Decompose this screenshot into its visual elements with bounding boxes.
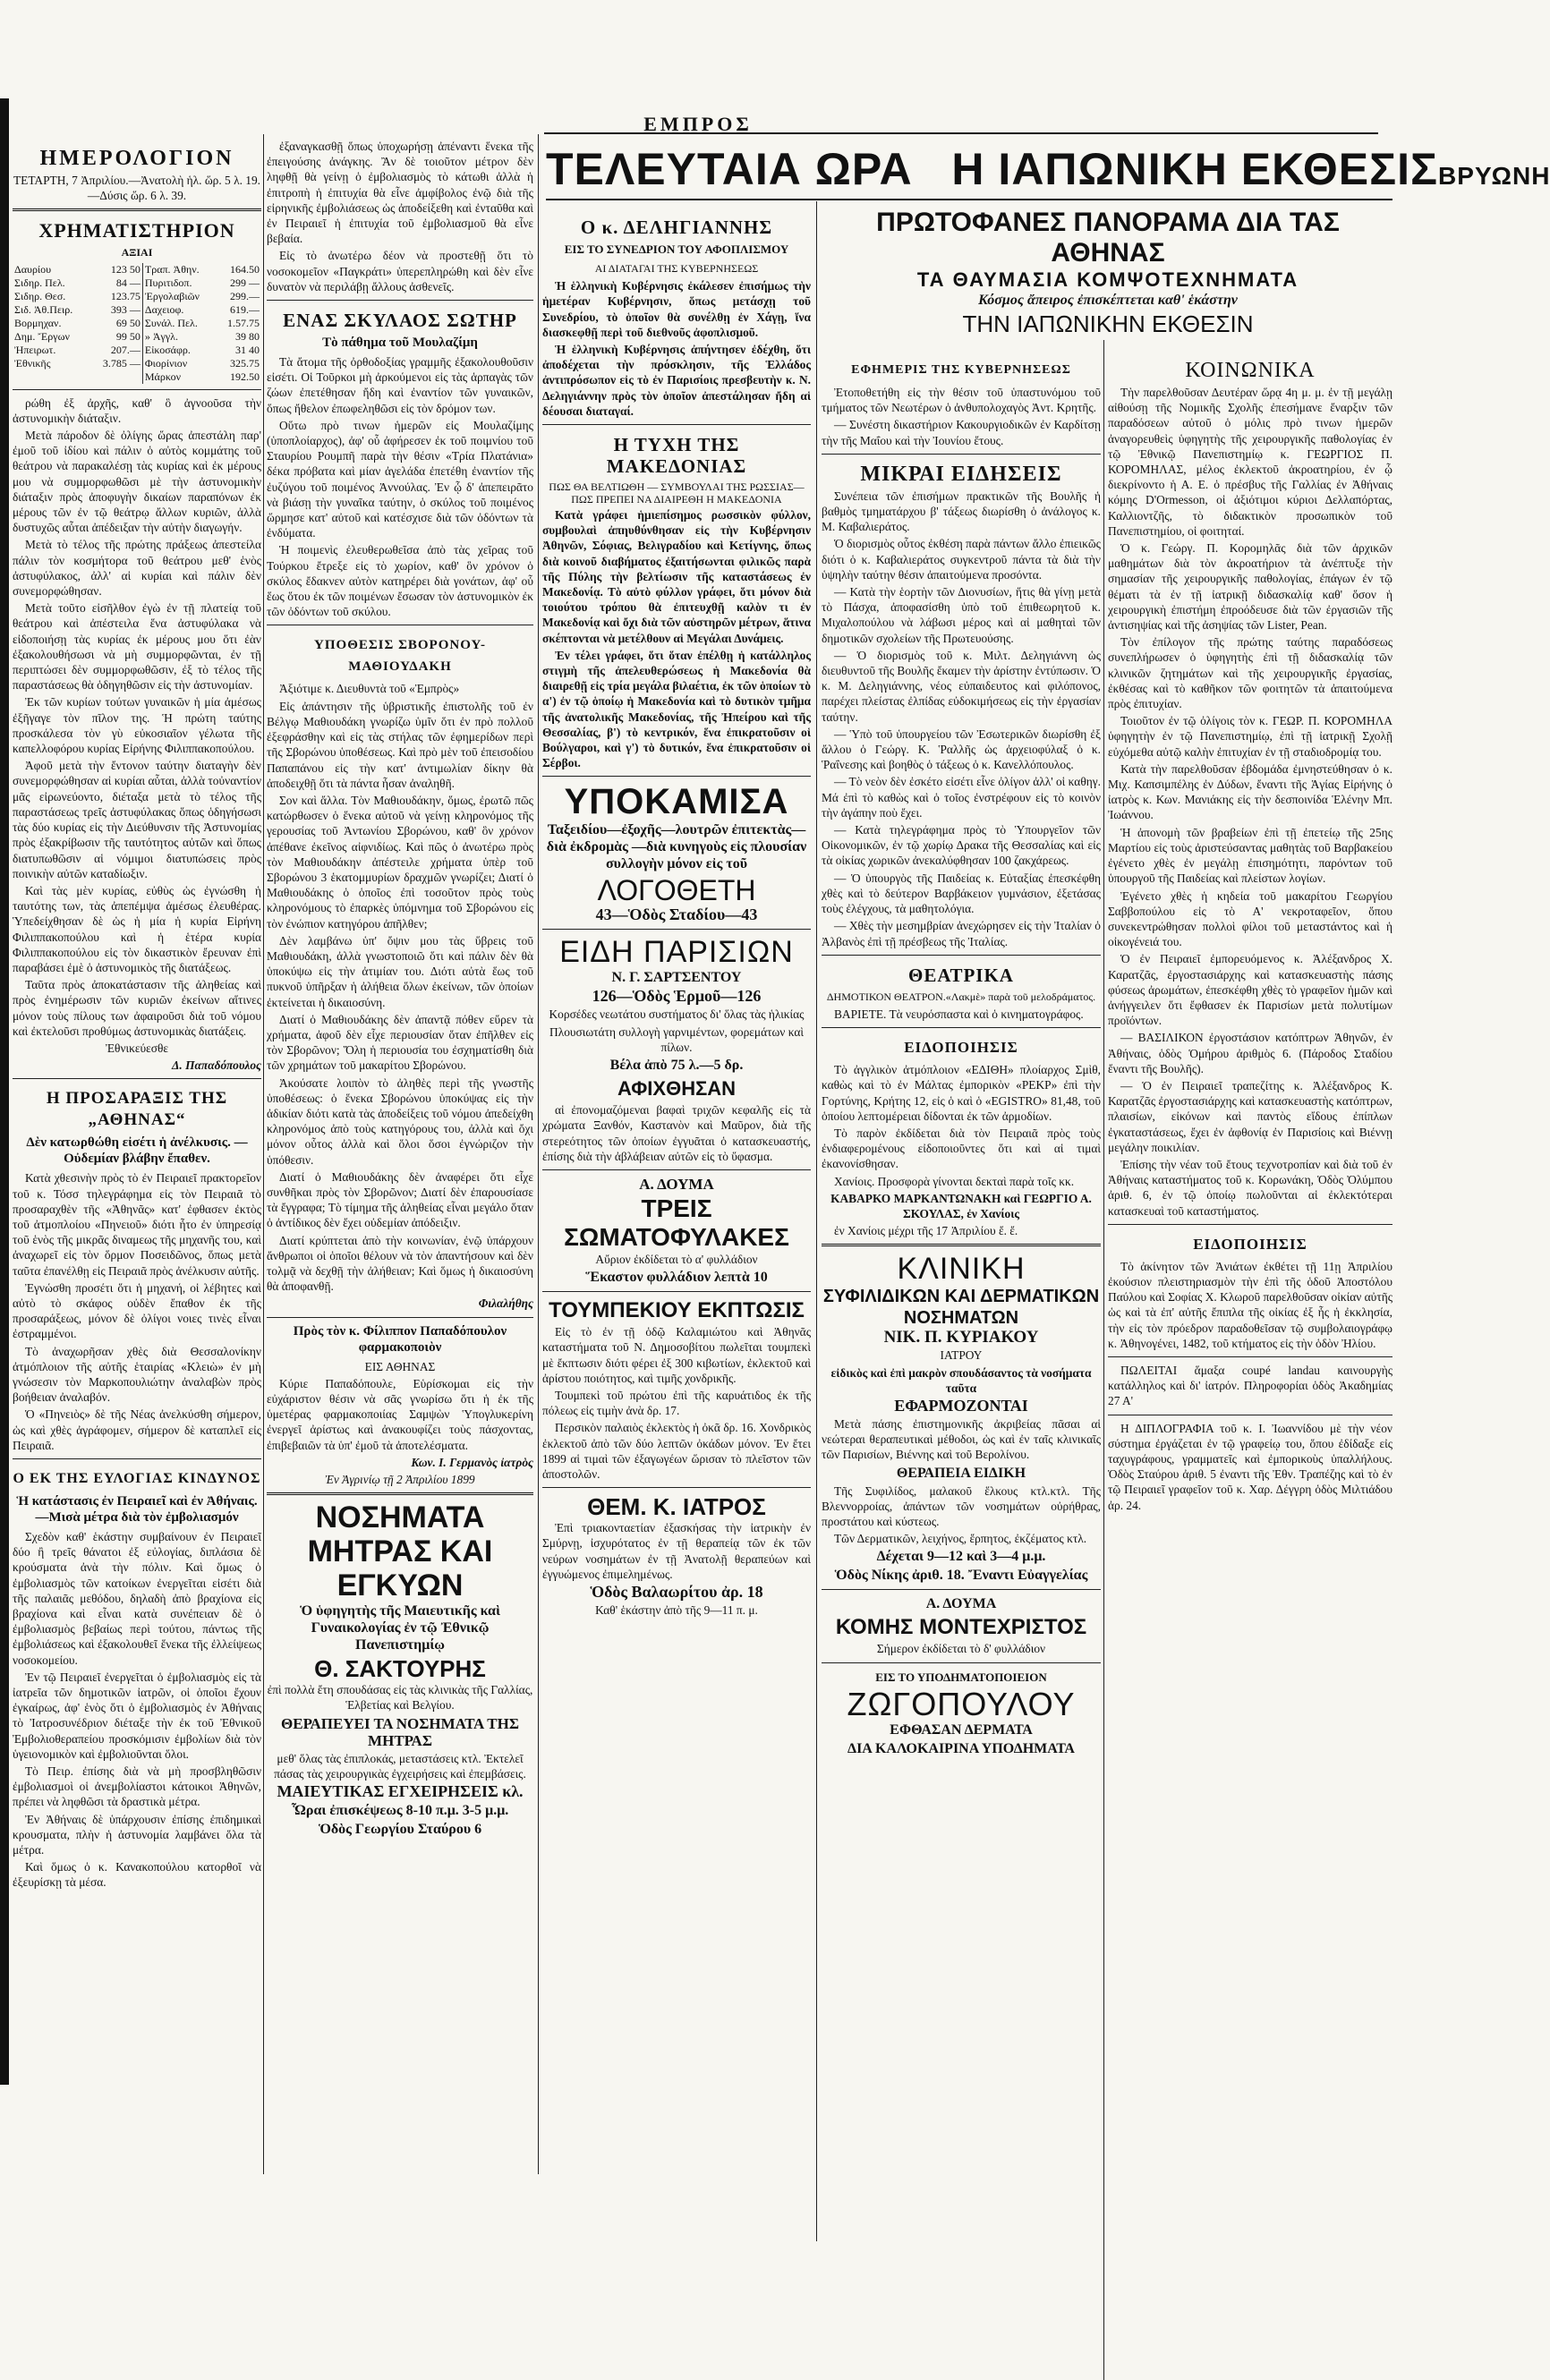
- paragraph: Ταῦτα πρὸς ἀποκατάστασιν τῆς ἀληθείας καὶ πρὸς ἐνημέρωσιν τῶν κυριῶν ἐκείνων αἵτινες μόνον τοὺς πίλους των ἀφαιροῦσι διὰ τοῦ νόμου καὶ ἐκτελοῦσι προθύμως ἀστυνομικὰς διατάξεις.: [13, 978, 261, 1038]
- ad-title: ΙΑΤΡΟΥ: [940, 1348, 983, 1363]
- stock-name: Τραπ. Ἀθην.: [144, 262, 200, 276]
- rule: [267, 1492, 533, 1495]
- section-heading: ΜΙΚΡΑΙ ΕΙΔΗΣΕΙΣ: [860, 462, 1062, 486]
- paragraph: Τὸ παρὸν ἐκδίδεται διὰ τὸν Πειραιᾶ πρὸς τοὺς ἐνδιαφερομένους εἰδοποιοῦντες ὅτι καὶ αἱ τιμαὶ ἐκανονίσθησαν.: [822, 1126, 1101, 1171]
- ad-heading: ΘΕΡΑΠΕΥΕΙ ΤΑ ΝΟΣΗΜΑΤΑ ΤΗΣ ΜΗΤΡΑΣ: [281, 1714, 519, 1749]
- stock-name: Σιδηρ. Θεσ.: [14, 289, 66, 302]
- ad-big-heading: ΚΟΜΗΣ ΜΟΝΤΕΧΡΙΣΤΟΣ: [835, 1615, 1087, 1640]
- rule: [267, 1317, 533, 1318]
- paragraph: Ἡ ἑλληνικὴ Κυβέρνησις ἀπήντησεν ἐδέχθη, ὅτι ἀποδέχεται τὴν πρόσκλησιν, τῆς Ἑλλάδος ἀντιπρόσωπον εἰς τὸ ἐν Παρισίοις πρεσβευτὴν κ. Ν. Δεληγιάννην πρὸς τὸν ὁποῖον ἀπεστάλησαν ἤδη αἱ δέουσαι διαταγαί.: [542, 343, 811, 418]
- stock-row: [13, 276, 261, 290]
- ad-text: Μετὰ πάσης ἐπιστημονικῆς ἀκριβείας πᾶσαι αἱ νεώτεραι θεραπευτικαὶ μέθοδοι, ὡς καὶ ἐν ταῖς κλινικαῖς τῶν Παρισίων, Βιέννης καὶ τοῦ Βερολίνου.: [822, 1416, 1101, 1462]
- ad-big-heading: ΝΟΣΗΜΑΤΑ ΜΗΤΡΑΣ ΚΑΙ ΕΓΚΥΩΝ: [307, 1500, 493, 1603]
- stock-price: 39 80: [235, 329, 260, 343]
- stock-row: [13, 344, 261, 357]
- ad-name: Α. ΔΟΥΜΑ: [639, 1175, 714, 1193]
- section-heading: ΕΝΑΣ ΣΚΥΛΑΟΣ ΣΩΤΗΡ: [283, 310, 517, 332]
- paragraph: Ὁ κ. Γεώργ. Π. Κορομηλᾶς διὰ τῶν ἀρχικῶν μαθημάτων διὰ τὸν ἀκροατήριον τὰ ἀνέπτυξε τὴν σημασίαν τῆς χειρουργικῆς παθολογίας, ἐπάγων ἐν τῷ θέματι τὰ ἐν τῇ ἰατρικῇ διδασκαλίᾳ καθ' ὅσον ἡ χειρουργικὴ ἐπιστήμη ἐπροόδευσε διὰ τῶν ἐργασιῶν τῆς ἀντισηψίας καὶ τῆς ἀσηψίας τῶν Lister, Pean.: [1108, 541, 1392, 633]
- stock-price: 99 50: [90, 330, 142, 344]
- section-heading: ΕΙΔΟΠΟΙΗΣΙΣ: [1193, 1235, 1307, 1253]
- ad-text: Ταξειδίου—ἐξοχῆς—λουτρῶν ἐπιτεκτὰς—διὰ ἐκδρομὰς —διὰ κυνηγοὺς εἰς πλουσίαν συλλογὴν μόνον εἰς τοῦ: [546, 822, 807, 872]
- stock-name: Δημ. Ἔργων: [14, 329, 70, 343]
- paragraph: ΠΩΛΕΙΤΑΙ ἅμαξα coupé landau καινουργὴς κατάλληλος καὶ δι' ἰατρόν. Πληροφορίαι ὁδὸς Ἀκαδημίας 27 Α': [1108, 1363, 1392, 1408]
- ad-price: Ἕκαστον φυλλάδιον λεπτὰ 10: [585, 1270, 768, 1286]
- stock-name: Ἠπειρωτ.: [14, 343, 56, 356]
- ad-text: Πλουσιωτάτη συλλογὴ γαρνιμέντων, φορεμάτων καὶ πίλων.: [549, 1024, 804, 1054]
- stock-row: [13, 357, 261, 370]
- rule: [13, 1078, 261, 1079]
- rule: [542, 1169, 811, 1170]
- paragraph: — Κατὰ τηλεγράφημα πρὸς τὸ Ὑπουργεῖον τῶν Οἰκονομικῶν, ἐν τῷ χωρίῳ Δρακα τῆς Θεσσαλίας καὶ εἰς τὰ οἰκίας χωρικῶν ἀνεκαλύφθησαν 100 ζακχάρεως.: [822, 823, 1101, 868]
- ad-address: Ὁδὸς Γεωργίου Σταύρου 6: [318, 1822, 482, 1838]
- header-rule: [544, 132, 1378, 134]
- ad-text: Εἰς τὸ ἐν τῇ ὁδῷ Καλαμιώτου καὶ Ἀθηνᾶς καταστήματα τοῦ Ν. Δημοσοβίτου πωλεῖται τουμπεκὶ μὲ ἔκπτωσιν διότι φέρει ἐξ 300 κιβωτίων, ἐκλεκτοῦ καὶ ἀρίστου ποιότητος, καὶ τιμῆς χονδρικῆς.: [542, 1325, 811, 1385]
- paragraph: Σχεδὸν καθ' ἑκάστην συμβαίνουν ἐν Πειραιεῖ δύο ἢ τρεῖς θάνατοι ἐξ εὐλογίας, διπλάσια δὲ κρούσματα ἀνὰ τὴν πόλιν. Καὶ ὅμως ὁ ἐμβολιασμὸς τῶν κατοίκων ἐνεργεῖται εἰσέτι διὰ τῆς παλαιᾶς μεθόδου, δηλαδὴ ἀπὸ βραχίονα εἰς βραχίονα καὶ εἶναι κατὰ συνέπειαν δὲ ὁ ἐμβολιασμὸς βεβαίως περὶ τούτου, πάντως τῆς ἐμβολιάσεως καὶ ἐξακολουθεῖ ἕνεκα τῆς ἐλλείψεως νοσοκομείου.: [13, 1530, 261, 1667]
- stock-price: 325.75: [230, 356, 260, 370]
- paragraph: Τὸ ἀγγλικὸν ἀτμόπλοιον «ΕΔΙΘΗ» πλοίαρχος Σμὶθ, καθὼς καὶ τὸ ἐν Μάλτας ἐμπορικὸν «ΡΕΚΡ» ἐπὶ τὴν Γορτύνης, Κρήτης 12, εἰς ὁ καὶ ὁ «EGISTRO» 81,48, τοῦ ὁποίου λεπτομέρειαι δίδονται ἐκ τῶν ἀρμοδίων.: [822, 1063, 1101, 1123]
- ad-text: Σήμερον ἐκδίδεται τὸ δ' φυλλάδιον: [876, 1642, 1046, 1656]
- ad-big-heading: ΚΛΙΝΙΚΗ: [897, 1252, 1026, 1287]
- ad-text: Κόσμος ἄπειρος ἐπισκέπτεται καθ' ἑκάστην: [978, 293, 1238, 308]
- paragraph: ΒΑΡΙΕΤΕ. Τὰ νευρόσπαστα καὶ ὁ κινηματογράφος.: [834, 1007, 1084, 1021]
- exchange-subtitle: ΑΞΙΑΙ: [121, 246, 153, 259]
- paragraph: Ἀξιότιμε κ. Διευθυντὰ τοῦ «Ἐμπρὸς»: [279, 682, 460, 696]
- paragraph: Διατί ὁ Μαθιουδάκης δὲν ἀναφέρει ὅτι εἶχε συνθῆκαι πρὸς τὸν Σβορῶνον; Διατί δὲν ἐπαρουσίασε τὰ ἔγγραφα; Τὸ τίμημα τῆς ἀληθείας εἶναι μεγάλο ὅταν ὁ ἀντίδικος δὲν ἔχει οὐδεμίαν ἀπόδειξιν.: [267, 1169, 533, 1230]
- stock-name: Συνάλ. Πελ.: [144, 316, 198, 329]
- ad-big-heading: ΤΡΕΙΣ ΣΩΜΑΤΟΦΥΛΑΚΕΣ: [564, 1194, 789, 1251]
- column-1: [13, 139, 261, 2174]
- paragraph: Μετὰ τοῦτο εἰσῆλθον ἐγὼ ἐν τῇ πλατείᾳ τοῦ θεάτρου καὶ ἀπέστειλα ἕνα ἀστυφύλακα νὰ εἰδοποιήσῃ τὰς κυρίας ἐκ μέρους μου ὅτι ἐὰν ἐξακολουθήσωσι νὰ μὴ συμμορφῶνται, ἐν τῇ περιπτώσει δὲν συμμορφωθῶσιν, ἐξ τὸ τέλος τῆς παραστάσεως θὰ ὁδηγηθῶσιν εἰς τὴν ἀστυνομίαν.: [13, 601, 261, 693]
- banner-left: ΤΕΛΕΥΤΑΙΑ ΩΡΑ: [546, 144, 913, 194]
- stock-price: 299.—: [230, 289, 260, 302]
- ad-text: εἰδικὸς καὶ ἐπὶ μακρὸν σπουδάσαντος τὰ νοσήματα ταῦτα: [830, 1365, 1092, 1395]
- section-subheading: Ἡ κατάστασις ἐν Πειραιεῖ καὶ ἐν Ἀθήναις.—Μισὰ μέτρα διὰ τὸν ἐμβολιασμόν: [16, 1494, 258, 1525]
- rule: [542, 776, 811, 777]
- ad-text: Αὔριον ἐκδίδεται τὸ α' φυλλάδιον: [595, 1252, 758, 1266]
- stock-row: [13, 303, 261, 317]
- stock-price: 1.57.75: [227, 316, 260, 329]
- column-divider: [816, 201, 817, 2241]
- paragraph: Ἡ ἀπονομὴ τῶν βραβείων ἐπὶ τῇ ἐπετείῳ τῆς 25ης Μαρτίου εἰς τοὺς ἀριστεύσαντας μαθητὰς τοῦ Βαρβακείου ἐγένετο χθὲς ἐν μεγάλῃ ἐπισημότητι, παρόντων τοῦ ὑπουργοῦ τῆς Παιδείας καὶ πλείστων λογίων.: [1108, 825, 1392, 886]
- stock-name: Βορμηχαν.: [14, 316, 62, 329]
- column-divider: [538, 134, 539, 2174]
- paragraph: — ΒΑΣΙΛΙΚΟΝ ἐργοστάσιον κατόπτρων Ἀθηνῶν, ἐν Ἀθήναις, ὁδὸς Ὁμήρου ἀριθμὸς 6. (Πάροδος Σταδίου ἔναντι τῆς Βουλῆς).: [1108, 1031, 1392, 1075]
- stock-name: Πυριτιδοπ.: [144, 276, 192, 289]
- ad-name: Θ. ΣΑΚΤΟΥΡΗΣ: [314, 1655, 486, 1683]
- column-3: [542, 208, 811, 2174]
- stock-price: [90, 370, 142, 384]
- stock-row: [13, 290, 261, 303]
- ad-price: Βέλα ἀπὸ 75 λ.—5 δρ.: [609, 1058, 744, 1074]
- paragraph: ρώθη ἐξ ἀρχῆς, καθ' ὃ ἀγνοοῦσα τὴν ἀστυνομικὴν διάταξιν.: [13, 395, 261, 425]
- paragraph: ἐν Χανίοις μέχρι τῆς 17 Ἀπριλίου ἔ. ἔ.: [834, 1224, 1018, 1238]
- paragraph: Ἐγένετο χθὲς ἡ κηδεία τοῦ μακαρίτου Γεωργίου Σαββοπούλου εἰς τὸ Α' νεκροταφεῖον, ὅπου συνεκεντρώθησαν πολλοὶ φίλοι τοῦ μεταστάντος καὶ ἡ οἰκογένειά του.: [1108, 888, 1392, 949]
- column-divider: [263, 134, 264, 2174]
- stock-price: 123.75: [90, 290, 142, 303]
- stock-row: [13, 330, 261, 344]
- section-subheading: Τὸ πάθημα τοῦ Μουλαζίμη: [322, 336, 478, 351]
- stock-price: 619.—: [230, 302, 260, 316]
- paragraph: Η ΔΙΠΛΟΓΡΑΦΙΑ τοῦ κ. Ι. Ἰωαννίδου μὲ τὴν νέον σύστημα ἐργάζεται ἐν τῷ γραφείῳ του, ὅπου ἐδίδαξε εἰς ταχυγράφους, γραμματεῖς καὶ ἐμπορικοὺς ὑπαλλήλους. Ὁδὸς Σταύρου ἀριθ. 5 ἐναντι τῆς Ἐθν. Τραπέζης καὶ τὸ ἐν τῷ Πειραιεῖ γραφεῖον τοῦ κ. Χαρ. Δέγγρη ὁδὸς Μιλτιάδου ἀρ. 24.: [1108, 1421, 1392, 1512]
- stock-row: [13, 263, 261, 276]
- ad-hours: Καθ' ἑκάστην ἀπὸ τῆς 9—11 π. μ.: [595, 1602, 758, 1617]
- paragraph: Εἰς τὸ ἀνωτέρω δέον νὰ προστεθῇ ὅτι τὸ νοσοκομεῖον «Παγκράτι» ὑπερεπληρώθη καὶ δὲν εἶνε δυνατὸν νὰ περιλάβῃ ἄλλους ἀσθενεῖς.: [267, 249, 533, 293]
- section-heading: ΥΠΟΘΕΣΙΣ ΣΒΟΡΟΝΟΥ-ΜΑΘΙΟΥΔΑΚΗ: [314, 638, 486, 675]
- rule: [822, 1244, 1101, 1246]
- stock-name: Εἰκοσάφρ.: [144, 343, 191, 356]
- paragraph: Τὴν παρελθοῦσαν Δευτέραν ὥρᾳ 4η μ. μ. ἐν τῇ μεγάλῃ αἰθούσῃ τῆς Νομικῆς Σχολῆς ἐπεσήμανε ἔναρξιν τῶν παραδόσεων αὐτοῦ ὁ μόλις πρὸ τινων ἡμερῶν ἀναγορευθεὶς ὑφηγητὴς τῆς χειρουργικῆς παθολογίας ἐν τῷ Ἐθνικῷ Πανεπιστημίῳ κ. ΓΕΩΡΓΙΟΣ Π. ΚΟΡΟΜΗΛΑΣ, μέλος ἐκλεκτοῦ ἀκροατηρίου, ἐν ᾧ διεκρίνοντο ἡ Α. Ε. ὁ πρέσβυς τῆς Γαλλίας ἐν Ἀθήναις κόμης D'Ormesson, οἱ ἀξιότιμοι κύριοι Δελλαπόρτας, Καλλιοντζῆς, τὸ διδακτικὸν προσωπικὸν τοῦ Πανεπιστημίου, οἱ φοιτηταί.: [1108, 386, 1392, 538]
- stock-name: Μάρκον: [144, 370, 182, 383]
- paragraph: Μετὰ τὸ τέλος τῆς πρώτης πράξεως ἀπεστείλα πάλιν τὸν κοσμήτορα τοῦ θεάτρου μεθ' ἑνὸς ἀστυφύλακος, ἀλλ' αἱ κυρίαι καὶ πάλιν δὲν συνεμορφώθησαν.: [13, 538, 261, 599]
- stock-name: Σιδηρ. Πελ.: [14, 276, 65, 289]
- ad-address: 43—Ὁδὸς Σταδίου—43: [595, 905, 758, 924]
- stock-name: Ἐθνικῆς: [14, 356, 51, 370]
- paragraph: Ὁ διορισμὸς οὗτος ἐκθέση παρὰ πάντων ἄλλο ἐπιεικῶς διότι ὁ κ. Καβαλιεράτος συγκεντροῦ πάντα τὰ διὰ τὴν ὑψηλὴν ταύτην θέσιν ἀπαιτούμενα προσόντα.: [822, 537, 1101, 582]
- ad-heading: ΕΦΑΡΜΟΖΟΝΤΑΙ: [894, 1396, 1028, 1415]
- paragraph: Τὸ ἀναχωρῆσαν χθὲς διὰ Θεσσαλονίκην ἀτμόπλοιον τῆς αὐτῆς ἑταιρίας «Κλειὼ» ἐν μὴ γνώσεσιν τὸν Μαρκοπουλιώτην ἀναλαβὼν πρὸς βοήθειαν ἀναλαβόν.: [13, 1344, 261, 1405]
- stock-price: 3.785 —: [90, 357, 142, 370]
- ad-heading: ΜΑΙΕΥΤΙΚΑΣ ΕΓΧΕΙΡΗΣΕΙΣ κλ.: [277, 1782, 524, 1801]
- paragraph: Τὸ Πειρ. ἐπίσης διὰ νὰ μὴ προσβληθῶσιν ἐμβολιασμοὶ οἱ ἀνεμβολίαστοι κάτοικοι Ἀθηνῶν, πρέπει νὰ ληφθῶσι τὰ δραστικὰ μέτρα.: [13, 1764, 261, 1809]
- rule: [822, 1662, 1101, 1663]
- paragraph: Εἰς ἀπάντησιν τῆς ὑβριστικῆς ἐπιστολῆς τοῦ ἐν Βέλγῳ Μαθιουδάκη γνωρίζω ὑμῖν ὅτι ἐν πρὸ πολλοῦ ἐξεφράσθην καὶ εἰς τὰς στήλας τῶν ἐφημερίδων περὶ τῆς Σβορώνου ὑποθέσεως. Καὶ πρὸ μὲν τοῦ ἐπεισοδίου Παπαπάνου εἰς τὴν κατ' ἀντιμωλίαν δίκην θὰ ἀποδειχθῇ ὅτι τὰ πάντα ἦσαν ἀναληθῆ.: [267, 699, 533, 790]
- section-heading: ΕΙΔΟΠΟΙΗΣΙΣ: [904, 1039, 1018, 1057]
- paragraph: Ἐπίσης τὴν νέαν τοῦ ἔτους τεχνοτροπίαν καὶ διὰ τοῦ ἐν Ἀθήναις καταστήματος τοῦ κ. Κορωνάκη, Ὁδὸς Ὀλύμπου ἀριθ. 6, ἐν τῷ ὁποίῳ πωλοῦνται αἱ ἐκλεκτότεραι κατασκευαὶ τοῦ καταστήματος.: [1108, 1157, 1392, 1218]
- calendar-title: ΗΜΕΡΟΛΟΓΙΟΝ: [39, 147, 234, 170]
- paragraph: Διατί κρύπτεται ἀπὸ τὴν κοινωνίαν, ἐνῷ ὑπάρχουν ἄνθρωποι οἱ ὁποῖοι θέλουν νὰ τὸν ἀπαντήσουν καὶ δὲν τολμᾷ νὰ δεχθῇ τὴν ἀλήθειαν; Καὶ ὅμως ἡ δικαιοσύνη θὰ ἀποφανθῇ.: [267, 1233, 533, 1294]
- rule: [1108, 1224, 1392, 1225]
- ad-big-heading: ΥΠΟΚΑΜΙΣΑ: [564, 782, 789, 822]
- stock-price: 123 50: [90, 263, 142, 276]
- stock-name: Δαυρίου: [14, 262, 52, 276]
- masthead: ΕΜΠΡΟΣ: [643, 113, 753, 135]
- ad-date: Ἐν Ἀγρινίῳ τῇ 2 Ἀπριλίου 1899: [325, 1473, 475, 1487]
- paragraph: Κατὰ χθεσινὴν πρὸς τὸ ἐν Πειραιεῖ πρακτορεῖον τοῦ κ. Τόσσ τηλεγράφημα εἰς τὸν Πειραιᾶ τὸ προσαραχθὲν τῆς «Ἀθηνᾶς» κατ' ἐφθασεν ἐκτὸς τοῦ ἀτμοπλοίου «Πηνειοῦ» διότι ἦτο ἐν ὑπηρεσίᾳ τοῦ ἑνὸς τῆς μικρᾶς διναμεως τῆς μηχανῆς του, καὶ ἀναχωρεῖ εἰς τὸν ὅρμον Ποσειδῶνος, ὅπως μετὰ ταῦτα ἐπανέλθῃ εἰς Πειραιᾶ πρὸς ἀνέλκυσιν αὐτῆς.: [13, 1171, 261, 1278]
- ad-hours: Ὧραι ἐπισκέψεως 8-10 π.μ. 3-5 μ.μ.: [291, 1803, 509, 1819]
- paragraph: ἐξαναγκασθῇ ὅπως ὑποχωρήσῃ ἀπέναντι ἕνεκα τῆς ἐπειγούσης ἀνάγκης. Ἂν δὲ τοιοῦτον μέτρον δὲν ληφθῇ θὰ γείνῃ ὁ ἐμβολιασμὸς τὸ κάτωθι ἀλλὰ ἡ ἐπιτροπὴ ἡ ἐπιτυχία θὰ εἶνε ἀμφίβολος ἐνῷ διὰ τῆς εἰρηνικῆς ἐμβολιάσεως ὡς ἀποδείξεθη καὶ ἐνταῦθα καὶ ἐν Πειραιεῖ ἡ ἐπιτυχία τοῦ ἐμβολιασμοῦ θὰ εἶνε βεβαία.: [267, 140, 533, 246]
- column-divider: [1103, 340, 1104, 2380]
- ad-heading: ΘΕΡΑΠΕΙΑ ΕΙΔΙΚΗ: [896, 1465, 1026, 1481]
- stock-price: 84 —: [90, 276, 142, 290]
- ad-address: Ὁδὸς Βαλαωρίτου ἀρ. 18: [590, 1582, 763, 1601]
- stock-name: Ἐργολαβιῶν: [144, 289, 200, 302]
- rule: [822, 955, 1101, 956]
- paragraph: — Ὑπὸ τοῦ ὑπουργείου τῶν Ἐσωτερικῶν διωρίσθη ἐξ ἄλλου ὁ Γεώργ. Κ. Ῥαλλῆς ὡς ἀρχειοφύλαξ ὁ κ. Ῥαΐνεσης καὶ βοηθὸς ὁ τάξεως ὁ κ. Κανελλόπουλος.: [822, 727, 1101, 772]
- banner-headline: [546, 143, 1550, 200]
- stock-row: [13, 370, 261, 384]
- exchange-title: ΧΡΗΜΑΤΙΣΤΗΡΙΟΝ: [38, 219, 235, 242]
- page-edge-shadow: [0, 98, 9, 2085]
- japan-exhibition-ad: [822, 208, 1394, 342]
- paragraph: — Συνέστη δικαστήριον Κακουργιοδικῶν ἐν Καρδίτσῃ τὴν τῆς Μαΐου καὶ τὴν Ἰουνίου ἔτους.: [822, 418, 1101, 447]
- rule: [822, 454, 1101, 455]
- ad-text: ΔΙΑ ΚΑΛΟΚΑΙΡΙΝΑ ΥΠΟΔΗΜΑΤΑ: [847, 1740, 1075, 1756]
- paragraph: Τὸν ἐπίλογον τῆς πρώτης ταύτης παραδόσεως συνεπλήρωσεν ὁ ὑφηγητὴς ἐπὶ τῇ διδασκαλίᾳ τῶν κλινικῶν ζητημάτων καὶ τῆς χειρουργικῆς ἐργασίας, ἐκθέσας καὶ τὸ καθῆκον τῶν φοιτητῶν τὰ ἀπαιτούμενα πρὸς ἐπιτυχίαν.: [1108, 635, 1392, 711]
- ad-text: μεθ' ὅλας τὰς ἐπιπλοκάς, μεταστάσεις κτλ. Ἐκτελεῖ πάσας τὰς χειρουργικὰς ἐγχειρήσεις καὶ ἐπεμβάσεις.: [274, 1751, 526, 1781]
- ad-text: Κύριε Παπαδόπουλε, Εὑρίσκομαι εἰς τὴν εὐχάριστον θέσιν νὰ σᾶς γνωρίσω ὅτι ἡ ἐκ τῆς ὑμετέρας φαρμακοποιίας Σαμψὼν Ὑπογλυκερίνη ἐνεργεῖ ἀρίστως καὶ ἀνακουφίζει τοὺς πάσχοντας, ἐπιβεβαιῶν τὰ ὑπ' ἐμοῦ τὰ ἀποτελέσματα.: [267, 1376, 533, 1452]
- ad-heading: Πρὸς τὸν κ. Φίλιππον Παπαδόπουλον φαρμακοποιὸν: [293, 1323, 507, 1355]
- paragraph: — Ὁ διορισμὸς τοῦ κ. Μιλτ. Δεληγιάννη ὡς διευθυντοῦ τῆς Βουλῆς ἔκαμεν τὴν ἀρίστην ἐντύπωσιν. Ὁ κ. Μ. Δεληγιάννης, νέος εὐπαιδευτος καὶ φιλόπονος, παρέχει πλείστας ἐλπίδας εὐδοκιμήσεως εἰς τὴν ἐργασίαν ταύτην.: [822, 648, 1101, 724]
- paragraph: Ἀκούσατε λοιπὸν τὸ ἀληθὲς περὶ τῆς γνωστῆς ὑποθέσεως: ὁ ἕνεκα Σβορώνου ὑποκύψας εἰς τὴν ἀδικίαν διότι κατὰ τὰς ἀποδείξεις τοῦ νόμου ἀπεδείχθη κληρονόμος ἀπὸ τοὺς κατηγόρους του, ἀλλὰ καὶ ὄχι μόνον οὗτος ἀλλὰ καὶ ὅλοι ὅσοι ἐγνώριζον τὴν ὑπόθεσιν.: [267, 1075, 533, 1167]
- ad-name: ΛΟΓΟΘΕΤΗ: [597, 874, 756, 907]
- signature: Φιλαλήθης: [478, 1296, 533, 1311]
- paragraph: Ἐγνώσθη προσέτι ὅτι ἡ μηχανή, οἱ λέβητες καὶ αὐτὸ τὸ σκάφος οὐδὲν ἔπαθον ἐκ τῆς προσαράξεως, μόνον δὲ ὀλίγοι νοιες τινὲς εἶναι ἐστραμμένοι.: [13, 1280, 261, 1341]
- section-heading: ΚΟΙΝΩΝΙΚΑ: [1185, 359, 1316, 382]
- paragraph: Δὲν λαμβάνω ὑπ' ὄψιν μου τὰς ὕβρεις τοῦ Μαθιουδάκη, ἀλλὰ γνωστοποιῶ ὅτι καὶ πάλιν δὲν θὰ ὑποκύψω εἰς τὴν ἀτιμίαν του. Διότι αὐτὰ ἕως τοῦ πυκνοῦ ὑπῆρξαν ἡ ἀλήθεια ὅλων ἐκείνων, τῶν ὁποίων ἐκτείνεται ἡ δικαιοσύνη.: [267, 933, 533, 1009]
- section-heading: Ο κ. ΔΕΛΗΓΙΑΝΝΗΣ: [580, 217, 773, 238]
- ad-heading: ΤΑ ΘΑΥΜΑΣΙΑ ΚΟΜΨΟΤΕΧΝΗΜΑΤΑ: [916, 268, 1299, 291]
- ad-text: ΕΦΘΑΣΑΝ ΔΕΡΜΑΤΑ: [890, 1721, 1033, 1738]
- stock-price: 164.50: [230, 262, 260, 276]
- paragraph: Μετὰ πάροδον δὲ ὀλίγης ὥρας ἀπεστάλη παρ' ἐμοῦ τοῦ ἰδίου καὶ πάλιν ὁ αὐτὸς κομμάτης τοῦ θεάτρου νὰ παρακαλέσῃ τὰς κυρίας καὶ ἐκ μέρους μου νὰ συμμορφωθῶσι μὲ τὴν ἀστυνομικὴν διάταξιν πρὸς ἀποφυγὴν δικαίων παραπόνων ἐκ μέρους τῶν ἐν τῷ θεάτρῳ ἄλλων κυριῶν, ἀλλὰ δυστυχῶς αὗται ἀπέδειξαν τὴν αὐτὴν διαγωγήν.: [13, 429, 261, 535]
- paragraph: Ἐκ τῶν κυρίων τούτων γυναικῶν ἡ μία ἀμέσως ἐξῆγαγε τὸν πῖλον της. Ἡ πρώτη ταύτης προσκάλεσα τὸν γὺ εὐκοσιαῖον γέλωτα τῆς καπελλοφόρου κυρίας Εἰρήνης Φιλιππακοπούλου.: [13, 695, 261, 756]
- stock-price: 393 —: [90, 303, 142, 317]
- column-5: [1108, 351, 1392, 2174]
- stock-name: Φιορίνιον: [144, 356, 188, 370]
- paragraph: ΚΑΒΑΡΚΟ ΜΑΡΚΑΝΤΩΝΑΚΗ καὶ ΓΕΩΡΓΙΟ Α. ΣΚΟΥΛΑΣ, ἐν Χανίοις: [830, 1191, 1092, 1220]
- ad-name: Ν. Γ. ΣΑΡΤΣΕΝΤΟΥ: [611, 970, 742, 986]
- paragraph: Ἐτοποθετήθη εἰς τὴν θέσιν τοῦ ὑπαστυνόμου τοῦ τμήματος τῶν Νεωτέρων ὁ ἀνθυπολοχαγὸς Ἀντ. Κρητῆς.: [822, 386, 1101, 415]
- section-heading: Ο ΕΚ ΤΗΣ ΕΥΛΟΓΙΑΣ ΚΙΝΔΥΝΟΣ: [13, 1471, 261, 1486]
- paragraph: Ὁ «Πηνειὸς» δὲ τῆς Νέας ἀνελκύσθη σήμερον, ὡς καὶ χθὲς ἀγράφομεν, σήμερον δὲ καταπλεῖ εἰς Πειραιᾶ.: [13, 1407, 261, 1452]
- ad-address: 126—Ὁδὸς Ἑρμοῦ—126: [592, 987, 762, 1006]
- calendar-date: ΤΕΤΑΡΤΗ, 7 Ἀπριλίου.—Ἀνατολὴ ἡλ. ὥρ. 5 λ. 19.—Δύσις ὥρ. 6 λ. 39.: [13, 174, 261, 203]
- ad-name: Α. ΔΟΥΜΑ: [925, 1596, 997, 1612]
- section-subheading: ΠΩΣ ΘΑ ΒΕΛΤΙΩΘΗ — ΣΥΜΒΟΥΛΑΙ ΤΗΣ ΡΩΣΣΙΑΣ—ΠΩΣ ΠΡΕΠΕΙ ΝΑ ΔΙΑΙΡΕΘΗ Η ΜΑΚΕΔΟΝΙΑ: [549, 480, 805, 506]
- ad-big-heading: ΕΙΔΗ ΠΑΡΙΣΙΩΝ: [559, 935, 794, 970]
- stock-name: Δαχειοφ.: [144, 302, 184, 316]
- ad-text: Τῶν Δερματικῶν, λειχήνος, ἕρπητος, ἐκζέματος κτλ.: [834, 1532, 1087, 1546]
- rule: [13, 389, 261, 390]
- paragraph: Σον καὶ ἄλλα. Τὸν Μαθιουδάκην, ὅμως, ἐρωτῶ πῶς κατώρθωσεν ὁ ἕνεκα αὐτοῦ νὰ γείνῃ κληρονόμος τῆς γερουσίας τοῦ Ἀντωνίου Σβορώνου, καθ' ὃν χρόνον ἀπέθανε ἐκεῖνος αἰφνιδίως. Καὶ πῶς ὁ ἀνωτέρω πρὸς τὸν Μαθιουδάκην ἀπέστειλε χρήματα ὑπὲρ τοῦ Σβορώνου 3 ἑκατομμυρίων δραχμῶν γνωρίζει; Διατί ὁ Μαθιουδάκης ὁ ὁποῖος ἐπὶ τοσοῦτον πρὸς τοὺς κληρονόμους τὸ ἐπαρκὲς ὑπόμνημα τοῦ Σβορώνου εἰς τὸν ἐνώπιον κατηγόρου ἀπῆλθεν;: [267, 793, 533, 931]
- stock-price: 192.50: [230, 370, 260, 383]
- rule: [822, 1027, 1101, 1028]
- ad-heading: ΑΦΙΧΘΗΣΑΝ: [617, 1077, 737, 1101]
- paragraph: Τὰ ἄτομα τῆς ὀρθοδοξίας γραμμῆς ἐξακολουθοῦσιν εἰσέτι. Οἱ Τοῦρκοι μὴ ἀρκούμενοι εἰς τὰς ἁρπαγὰς τῶν ζώων ἐπετέθησαν ἤδη καὶ ἐναντίον τῶν γυναικῶν, ὅπως ἤθελον ἐπωφεληθῶσι εἰς τὸν δρόμον των.: [267, 355, 533, 415]
- stock-price: 69 50: [90, 317, 142, 330]
- paragraph: Ἡ ἑλληνικὴ Κυβέρνησις ἐκάλεσεν ἐπισήμως τὴν ἡμετέραν Κυβέρνησιν, ὅπως μετάσχῃ τοῦ Συνεδρίου, τὸ ὁποῖον θὰ συνέλθῃ ἐν Χάγῃ, ἵνα διασκεφθῇ περὶ τοῦ διεθνοῦς ἀφοπλισμοῦ.: [542, 279, 811, 339]
- section-subheading: Δὲν κατωρθώθη εἰσέτι ἡ ἀνέλκυσις. — Οὐδεμίαν βλάβην ἔπαθεν.: [26, 1135, 248, 1167]
- stock-name: [13, 370, 90, 384]
- paragraph: Οὕτω πρὸ τινων ἡμερῶν εἰς Μουλαζίμης (ὑποπλοίαρχος), ἀφ' οὗ ἀφήρεσεν ἐκ τοῦ ποιμνίου τοῦ Σταυρίου Ρουμπῆ παρὰ τὴν θέσιν «Τρία Πλατάνια» δέκα πρόβατα καὶ μίαν ἀγελάδα ἐπετέθη ἐναντίον τῆς ἐυζύγου τοῦ ποιμένος Ἀννούλας. Ἐν ᾧ δ' ἀπεπειρᾶτο νὰ βιάσῃ τὴν γυναῖκα ταύτην, ὁ σκύλος τοῦ ποιμένος ὥρμησε κατ' αὐτοῦ καὶ κατέσχισε διὰ τῶν ὀδόντων τὰ ἐνδύματα.: [267, 418, 533, 540]
- ad-text: αἱ ἐπονομαζόμεναι βαφαὶ τριχῶν κεφαλῆς εἰς τὰ χρώματα Ξανθόν, Καστανὸν καὶ Μαῦρον, διὰ τῆς στερεότητος τῶν ὁποίων ἐγγυᾶται ὁ κατασκευαστής, ἐπίσης διὰ τὴν ἀβλάβειαν αὐτῶν εἰς τὸ ὕφασμα.: [542, 1103, 811, 1163]
- column-2: [267, 139, 533, 2174]
- stock-name: Σιδ. Ἀθ.Πειρ.: [14, 302, 73, 316]
- ad-heading: ΣΥΦΙΛΙΔΙΚΩΝ ΚΑΙ ΔΕΡΜΑΤΙΚΩΝ ΝΟΣΗΜΑΤΩΝ: [822, 1287, 1100, 1329]
- paragraph: Ἐν τῷ Πειραιεῖ ἐνεργεῖται ὁ ἐμβολιασμὸς εἰς τὰ ἰατρεῖα τῶν δημοτικῶν ἰατρῶν, οἱ ὁποῖοι ἔχουν ἐγκαίρως, ἀφ' ἑνὸς ὅτι ὁ ἐμβολιασμὸς ἐν Ἀθήναις τὸ Ἰατροσυνέδριον διέταξε τὴν ἐκ τοῦ Ἐθνικοῦ Ἐμβολιοθεραπείου προσκόμισιν ἐμβολίων διὰ τὸν ὑγειονομικὸν καὶ ἐμβολιοῦνται ὅλοι.: [13, 1670, 261, 1761]
- section-subheading: ΕΙΣ ΤΟ ΣΥΝΕΔΡΙΟΝ ΤΟΥ ΑΦΟΠΛΙΣΜΟΥ: [564, 242, 789, 256]
- section-heading: ΘΕΑΤΡΙΚΑ: [908, 964, 1014, 986]
- paragraph: — Χθὲς τὴν μεσημβρίαν ἀνεχώρησεν εἰς τὴν Ἰταλίαν ὁ Ἀλβανὸς ἐπὶ τῇ πρέσβεως τῆς Ἰταλίας.: [822, 919, 1101, 948]
- ad-text: ἐπὶ πολλὰ ἔτη σπουδάσας εἰς τὰς κλινικὰς τῆς Γαλλίας, Ἑλβετίας καὶ Βελγίου.: [267, 1683, 533, 1713]
- section-heading: Η ΤΥΧΗ ΤΗΣ ΜΑΚΕΔΟΝΙΑΣ: [606, 434, 747, 478]
- paragraph: — Ὁ ὑπουργὸς τῆς Παιδείας κ. Εὐταξίας ἐπεσκέφθη χθὲς καὶ τὸ δεύτερον Βαρβάκειον γυμνάσιον, ἐξετάσας τοὺς ἐλέγχους, τὰ μαθητολόγια.: [822, 871, 1101, 916]
- paragraph: Ἐν Ἀθήναις δὲ ὑπάρχουσιν ἐπίσης ἐπιδημικαὶ κρουσματα, πλὴν ἡ ἀστυνομία λαμβάνει ὅλα τὰ μέτρα.: [13, 1812, 261, 1857]
- paragraph: Καὶ τὰς μὲν κυρίας, εὐθὺς ὡς ἐγνώσθη ἡ ταυτότης των, τὰς ἀπεπέμψα ἀμέσως ἐλευθέρας. Ὑπεδείχθησαν δὲ ὡς ἡ μία ἡ κυρία Εἰρήνη Φιλιππακοπούλου καὶ ἡ ἑτέρα κυρία Φιλιππακοπούλου εἰς τὸν δικαστικὸν ἔρευναν ἐπὶ παραβάσει ἐμὲ ὁ ἀστυνομικὸς τῆς διατάξεως.: [13, 883, 261, 974]
- rule: [13, 1458, 261, 1459]
- signature: Κων. Ι. Γερμανὸς ἰατρὸς: [411, 1455, 533, 1469]
- ad-text: Κορσέδες νεωτάτου συστήματος δι' ὅλας τὰς ἡλικίας: [549, 1007, 805, 1022]
- ad-text: Τουμπεκὶ τοῦ πρώτου ἐπὶ τῆς καρυάτιδος ἐκ τῆς πόλεως εἰς τιμὴν ἀνὰ δρ. 17.: [542, 1388, 811, 1418]
- stock-price: 299 —: [230, 276, 260, 289]
- section-subheading: ΑΙ ΔΙΑΤΑΓΑΙ ΤΗΣ ΚΥΒΕΡΝΗΣΕΩΣ: [594, 262, 759, 275]
- rule: [542, 424, 811, 425]
- section-heading: ΕΦΗΜΕΡΙΣ ΤΗΣ ΚΥΒΕΡΝΗΣΕΩΣ: [851, 363, 1071, 377]
- paragraph: Τὸ ἀκίνητον τῶν Ἀνιάτων ἐκθέτει τῇ 11ῃ Ἀπριλίου ἐκούσιον πλειστηριασμὸν τὴν ἐπὶ τῆς ὁδοῦ Ἀποστόλου Παύλου καὶ Σοφίας Χ. Κλωροῦ παρελθοῦσαν οἰκίαν αὐτῆς ὡς καὶ τὰ ἐπ' αὐτῆς ἔπιπλα τῆς οἰκίας ἐξ ἧς ἡ ἐκκλησία, τὴν εἰς τὸν πρόεδρον παραδοθεῖσαν τῷ συμβολαιογράφῳ κ. Ἀθηνογένει, 1482, τοῦ κτήματος εἰς τὴν ὁδὸν Ἠλίου.: [1108, 1259, 1392, 1350]
- ad-text: Ὁ ὑφηγητὴς τῆς Μαιευτικῆς καὶ Γυναικολογίας ἐν τῷ Ἐθνικῷ Πανεπιστημίῳ: [300, 1603, 500, 1653]
- paragraph: Ἐθνικεύεσθε: [106, 1041, 168, 1055]
- rule: [13, 208, 261, 211]
- paragraph: — Τὸ νεὸν δὲν ἐσκέτο εἰσέτι εἶνε ὀλίγον ἀλλ' οἱ καθηγ. Μά ἐπὶ τὸ καθὼς καὶ ὁ τοῖος ἐνστρέφουν εἰς τὸ κοινὸν τὴν ἀγάπην ποὺ ἔχει.: [822, 775, 1101, 820]
- paragraph: Ἐν τέλει γράφει, ὅτι ὅταν ἐπέλθῃ ἡ κατάλληλος στιγμὴ τῆς ἀπελευθερώσεως ἡ Μακεδονία θὰ διαιρεθῇ εἰς τρία μεγάλα βιλαέτια, ἐκ τῶν ὁποίων τὸ α') ἐν τῷ ὁποίῳ ἡ Μακεδονία καὶ τὸ δυτικὸν τμῆμα τῆς ἀνατολικῆς Μακεδονίας, τῆς Ἠπείρου καὶ τῆς Θεσσαλίας, β') τὸ κεντρικόν, ἕνα ἐπικρατοῦσιν οἱ Βούλγαροι, καὶ γ') τὸ δυτικόν, ἕνα ἐπικρατοῦσιν οἱ Σέρβοι.: [542, 648, 811, 770]
- section-heading: Η ΠΡΟΣΑΡΑΞΙΣ ΤΗΣ „ΑΘΗΝΑΣ“: [46, 1089, 228, 1130]
- ad-big-heading: ΖΩΓΟΠΟΥΛΟΥ: [847, 1685, 1076, 1722]
- ad-text: Ἐπὶ τριακονταετίαν ἐξασκήσας τὴν ἰατρικὴν ἐν Σμύρνῃ, ἰσχυρότατος ἐν τῇ θεραπείᾳ τῶν ἐκ τῶν νεύρων νοσημάτων ἐν τῇ Ἀνατολῇ θεραπεύων καὶ ἐγγυώμενος ἐπιμελημένως.: [542, 1521, 811, 1581]
- rule: [542, 929, 811, 930]
- section-subheading: ΔΗΜΟΤΙΚΟΝ ΘΕΑΤΡΟΝ.«Λακμὲ» παρὰ τοῦ μελοδράματος.: [826, 990, 1096, 1003]
- ad-heading: ΤΗΝ ΙΑΠΩΝΙΚΗΝ ΕΚΘΕΣΙΝ: [962, 310, 1254, 337]
- stock-name: » Ἀγγλ.: [144, 329, 178, 343]
- paragraph: Ἀφοῦ μετὰ τὴν ἔντονον ταύτην διαταγὴν δὲν συνεμορφώθησαν αἱ κυρίαι αὗται, ἀλλὰ τοὐναντίον μᾶς εἰρωνεύοντο, διέταξα μετὰ τὸ τέλος τῆς παραστάσεως τρεῖς ἀστυφύλακας ὅπως ὁδηγήσωσι τὰς δύο κυρίας εἰς τὴν Διεύθυνσιν τῆς Ἀστυνομίας πρὸς ἐξακρίβωσιν τῆς ταυτότητος αὐτῶν καὶ ὅπως διατυπωθῶσιν αἱ νόμιμοι διατυπώσεις πρὸς ποινικὴν αὐτῶν καταδίωξιν.: [13, 759, 261, 880]
- signature: Δ. Παπαδόπουλος: [172, 1058, 261, 1073]
- paragraph: — Κατὰ τὴν ἑορτὴν τῶν Διονυσίων, ἥτις θὰ γίνῃ μετὰ τὸ Πάσχα, ἀποφασίσθη ὑπὸ τοῦ ἐπιθεωρητοῦ κ. Μιχαλοπούλου νὰ λάβωσι μέρος καὶ αἱ μαθηταὶ τῶν δημοτικῶν σχολείων τῆς Πρωτευούσης.: [822, 585, 1101, 645]
- rule: [822, 1589, 1101, 1590]
- paragraph: Ὁ ἐν Πειραιεῖ ἐμπορευόμενος κ. Ἀλέξανδρος Χ. Καρατζᾶς, ἐργοστασιάρχης καὶ κατασκευαστὴς πάσης φύσεως ἀρωμάτων, ἐπεσκέφθη χθὲς τὸ γραφεῖον ἡμῶν καὶ ἀνήγγειλεν ὅτι ἔφθασεν ἐκ Παρισίων μετὰ πολυτίμων προϊόντων.: [1108, 952, 1392, 1028]
- paragraph: — Ὁ ἐν Πειραιεῖ τραπεζίτης κ. Ἀλέξανδρος Κ. Καρατζᾶς ἐργοστασιάρχης καὶ κατασκευαστὴς κατόπτρων, πλαισίων, εἰκόνων καὶ παντὸς εἴδους ἐπίπλων ἐγκαταστάσεως, ἔχει ἐν ἀφθονίᾳ ἐν Παρισίοις καὶ Βιέννῃ μεγάλην ποικιλίαν.: [1108, 1078, 1393, 1154]
- paragraph: Διατί ὁ Μαθιουδάκης δὲν ἀπαντᾷ πόθεν εὕρεν τὰ χρήματα, ἀφοῦ δὲν εἶχε περιουσίαν ὅταν ἐπῆλθεν εἰς τὸν Σβορῶνον; Ὅλη ἡ περιουσία του ἐσχηματίσθη διὰ τῶν χρημάτων τοῦ μακαρίτου Σβορώνου.: [267, 1012, 533, 1073]
- paragraph: Τοιοῦτον ἐν τῷ ὀλίγοις τὸν κ. ΓΕΩΡ. Π. ΚΟΡΟΜΗΛΑ ὑφηγητὴν ἐν τῷ Πανεπιστημίῳ, ἐπὶ τῇ ἰατρικῇ Σχολῇ εὐχόμεθα αὐτῷ καλὴν ἐπιτυχίαν ἐν τῇ σταδιοδρομίᾳ του.: [1108, 714, 1392, 759]
- banner-right: Η ΙΑΠΩΝΙΚΗ ΕΚΘΕΣΙΣ: [951, 144, 1439, 194]
- paragraph: Κατὰ τὴν παρελθοῦσαν ἑβδομάδα ἐμνηστεύθησαν ὁ κ. Μιχ. Καπσιμπέλης ἐν Δύδων, ἔναντι τῆς Ἁγίας Εἰρήνης ὁ ἰατρὸς κ. Κων. Μανιάκης εἰς τὴν δεσποινίδα Ἑλένην Μπ. Ἰωάννου.: [1108, 761, 1392, 822]
- rule: [1108, 1356, 1392, 1357]
- column-4: [822, 351, 1101, 2174]
- paragraph: Ἡ ποιμενὶς ἐλευθερωθεῖσα ἀπὸ τὰς χεῖρας τοῦ Τούρκου ἔτρεξε εἰς τὸ χωρίον, καθ' ὃν χρόνον ὁ σκύλος ἔδακνεν αὐτὸν κατηρέρει διὰ γονάτων, ἀφ' οὗ ἕως ὅτου ἐκ τῶν ποιμένων ἔσωσαν τὸν ἀστυνομικὸν ἐκ τῶν ὀδόντων τοῦ σκύλου.: [267, 543, 533, 619]
- ad-text: Περσικὸν παλαιὸς ἐκλεκτὸς ἡ ὀκᾶ δρ. 16. Χονδρικὸς ἐκλεκτοῦ ἀπὸ τῶν δύο λεπτῶν ὀκάδων μόνον. Ἐν ἔτει 1899 αἱ τιμαὶ τῶν ἐξαγωγέων ὥρισαν τὸ πλεῖστον τῶν ἀποστολῶν.: [542, 1421, 811, 1481]
- ad-subheading: ΕΙΣ ΑΘΗΝΑΣ: [364, 1359, 436, 1373]
- stock-price: 207.—: [90, 344, 142, 357]
- paragraph: Κατὰ γράφει ἡμιεπίσημος ρωσσικὸν φύλλον, συμβουλαὶ ἀπηυθύνθησαν εἰς τὴν Κυβέρνησιν Ἀθηνῶν, Σόφιας, Βελιγραδίου καὶ Κετίγνης, ὅπως διὰ κοινοῦ διαβήματος ἐξαιτήσωνται φιλικῶς παρὰ τῆς Πύλης τὴν βελτίωσιν τῆς καταστάσεως ἐν Μακεδονίᾳ. Τὸ αὐτὸ φύλλον γράφει, ὅτι μόνον διὰ τοιούτου τρόπου θὰ ἐπιτευχθῇ καλὸν τι ἐν Μακεδονίᾳ καὶ ὄχι διὰ τῶν αὐστηρῶν μέτρων, ἅτινα σκέπτονται νὰ μετέλθουν αἱ Μεγάλαι Δυνάμεις.: [542, 508, 811, 645]
- stock-row: [13, 317, 261, 330]
- ad-name: ΝΙΚ. Π. ΚΥΡΙΑΚΟΥ: [883, 1328, 1039, 1347]
- banner-tail: ΒΡΥΩΝΗ: [1438, 162, 1550, 190]
- stock-price: 31 40: [235, 343, 260, 356]
- ad-address: Ὁδὸς Νίκης ἀριθ. 18. Ἔναντι Εὐαγγελίας: [834, 1568, 1088, 1584]
- rule: [542, 1291, 811, 1292]
- paragraph: Συνέπεια τῶν ἐπισήμων πρακτικῶν τῆς Βουλῆς ἡ βαθμὸς τμηματάρχου β' τάξεως διωρίσθη ὁ ἀνάλογος κ. Μ. Καβαλιεράτος.: [822, 489, 1101, 534]
- ad-big-heading: ΠΡΩΤΟΦΑΝΕΣ ΠΑΝΟΡΑΜΑ ΔΙΑ ΤΑΣ ΑΘΗΝΑΣ: [876, 208, 1340, 268]
- ad-subheading: ΕΙΣ ΤΟ ΥΠΟΔΗΜΑΤΟΠΟΙΕΙΟΝ: [875, 1670, 1047, 1684]
- ad-big-heading: ΤΟΥΜΠΕΚΙΟΥ ΕΚΠΤΩΣΙΣ: [549, 1298, 805, 1323]
- ad-big-heading: ΘΕΜ. Κ. ΙΑΤΡΟΣ: [587, 1493, 766, 1521]
- rule: [542, 1487, 811, 1488]
- stock-table: [13, 263, 261, 384]
- rule: [267, 300, 533, 301]
- paragraph: Χανίοις. Προσφορὰ γίνονται δεκταὶ παρὰ τοῖς κκ.: [834, 1174, 1075, 1188]
- ad-hours: Δέχεται 9—12 καὶ 3—4 μ.μ.: [876, 1549, 1046, 1565]
- paragraph: Καὶ ὅμως ὁ κ. Κανακοπούλου κατορθοῖ νὰ ἐξευρίσκῃ τὰ μέσα.: [13, 1860, 261, 1890]
- ad-text: Τῆς Συφιλίδος, μαλακοῦ ἕλκους κτλ.κτλ. Τῆς Βλεννορροίας, ἀπάντων τῶν νοσημάτων οὐρήθρας, προστάτου καὶ κύστεως.: [822, 1483, 1101, 1528]
